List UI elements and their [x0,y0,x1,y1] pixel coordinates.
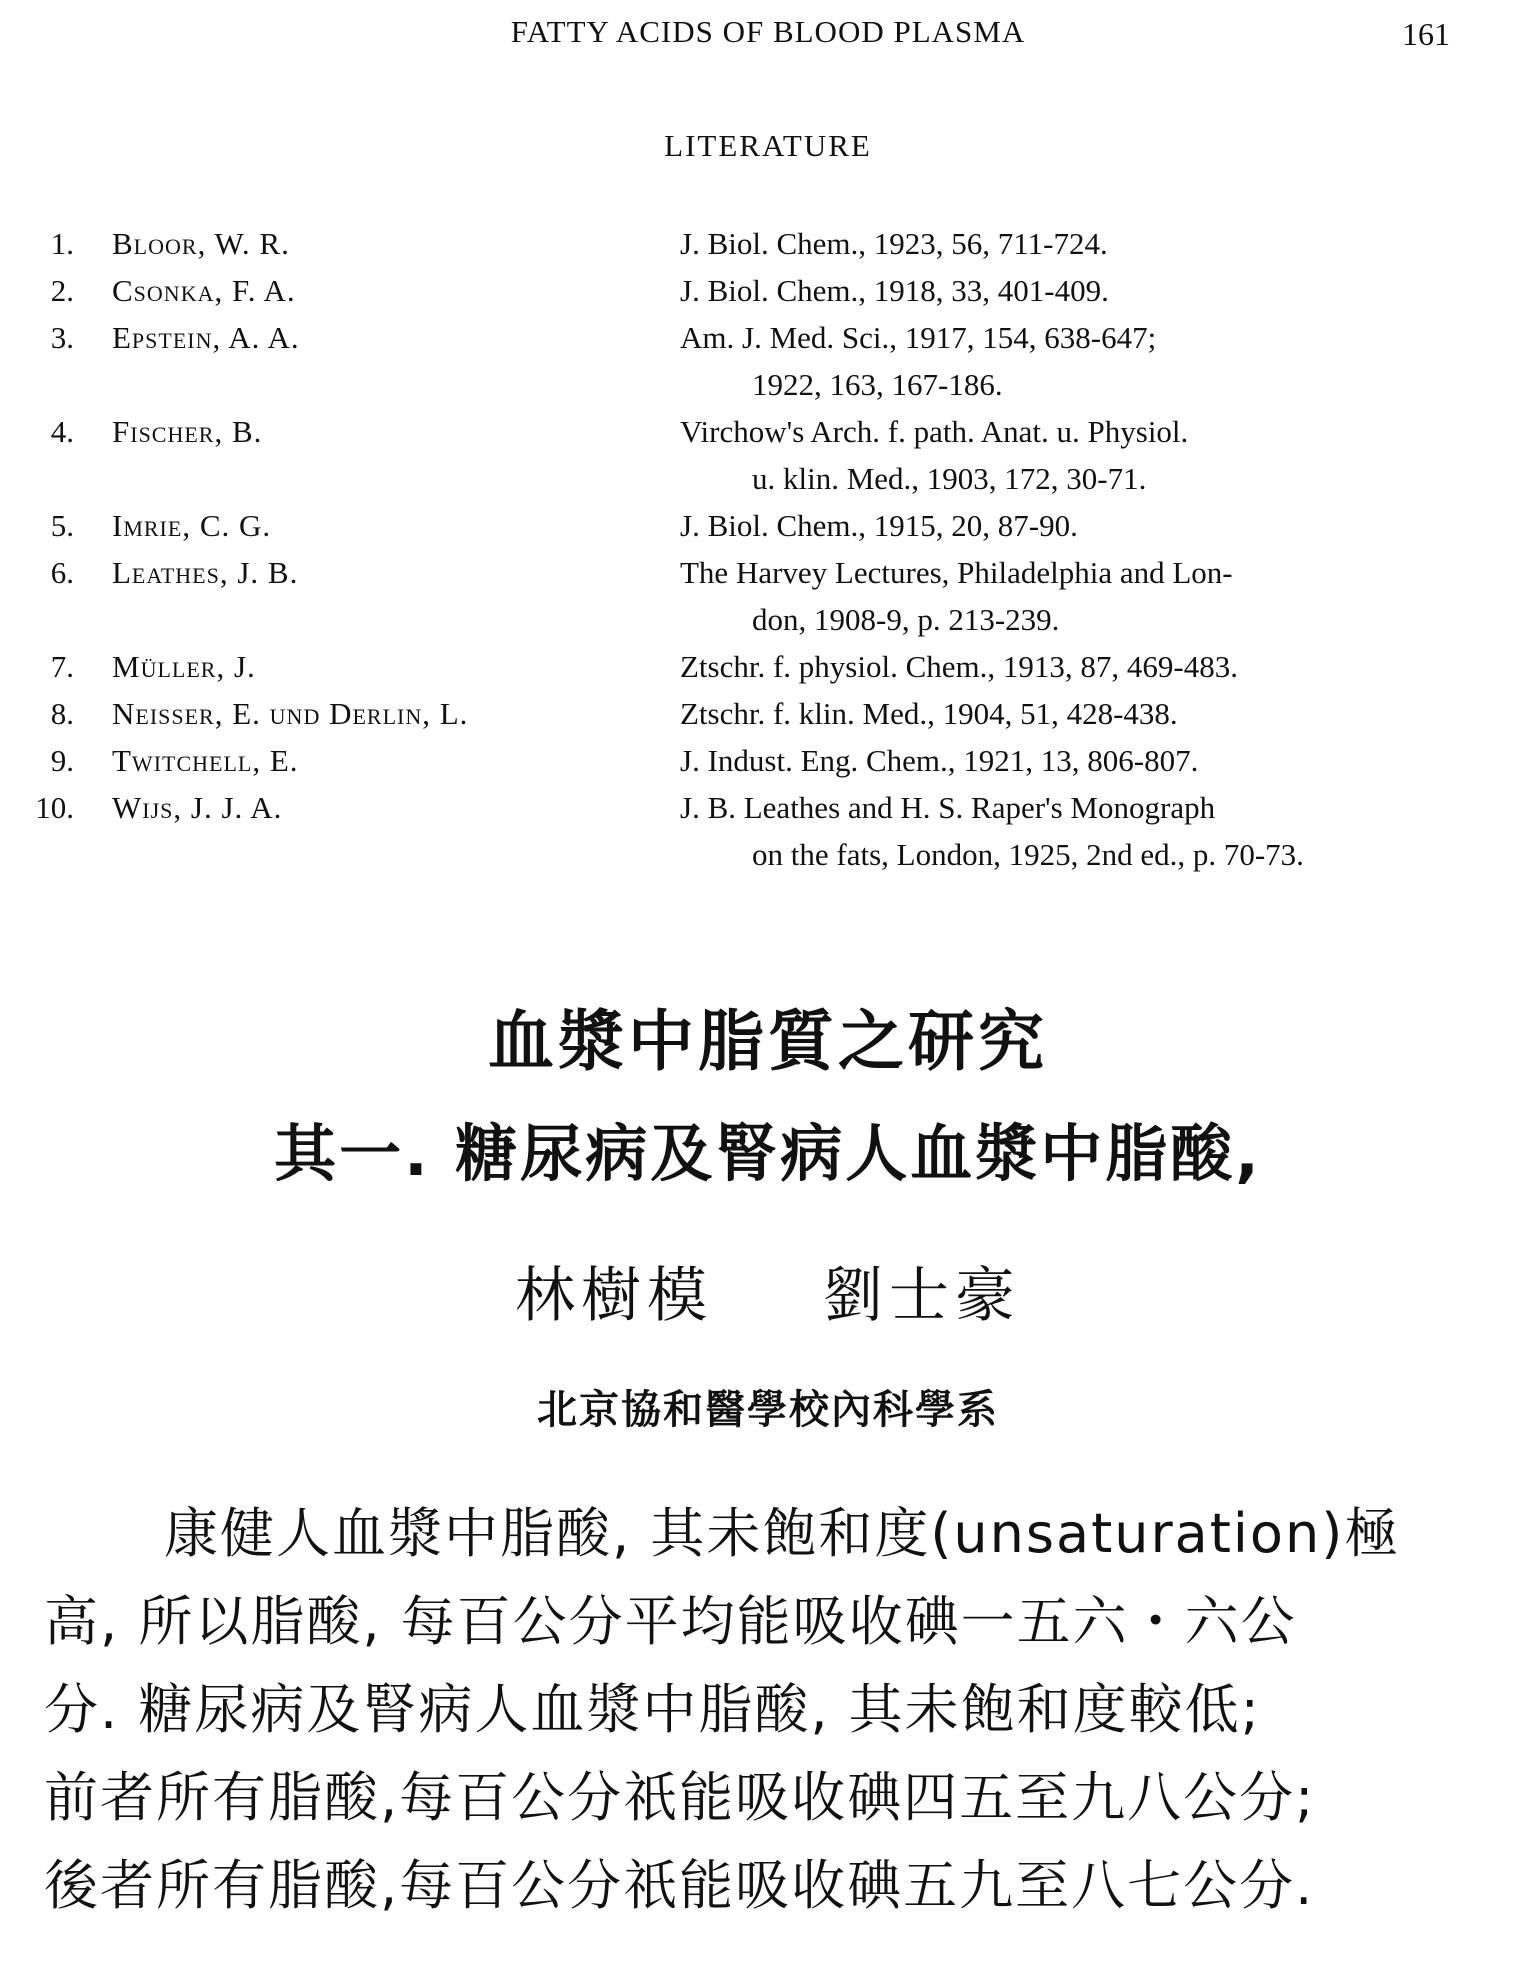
reference-author: Bloor, W. R. [112,226,290,261]
reference-author: Imrie, C. G. [112,508,272,543]
reference-citation [680,549,1450,643]
reference-number: 1. [50,226,74,261]
reference-item [0,314,1536,408]
reference-item [0,643,1536,690]
running-head [0,14,1536,60]
reference-citation [680,643,1450,690]
reference-author: Epstein, A. A. [112,320,300,355]
abstract-line: 前者所有脂酸,每百公分祇能吸收碘四五至九八公分; [44,1766,1316,1829]
reference-item [0,267,1536,314]
chinese-subtitle: 其一. 糖尿病及腎病人血漿中脂酸, [274,1117,1262,1190]
citation-line: Ztschr. f. klin. Med., 1904, 51, 428-438. [680,696,1178,731]
reference-number: 2. [50,273,74,308]
abstract-line: 分. 糖尿病及腎病人血漿中脂酸, 其未飽和度較低; [44,1678,1261,1741]
citation-line: Ztschr. f. physiol. Chem., 1913, 87, 469-483. [680,649,1238,684]
reference-citation [680,220,1450,267]
running-title: FATTY ACIDS OF BLOOD PLASMA [510,14,1026,49]
reference-item [0,220,1536,267]
reference-item [0,549,1536,643]
reference-author: Fischer, B. [112,414,263,449]
reference-author: Neisser, E. und Derlin, L. [112,696,469,731]
author-name: 劉士豪 [823,1261,1021,1331]
reference-number: 9. [50,743,74,778]
citation-line: J. Biol. Chem., 1918, 33, 401-409. [680,273,1109,308]
citation-line-continued: u. klin. Med., 1903, 172, 30-71. [752,461,1147,496]
citation-line-continued: on the fats, London, 1925, 2nd ed., p. 70-73. [752,837,1304,872]
reference-number: 6. [50,555,74,590]
reference-citation [680,690,1450,737]
reference-author: Csonka, F. A. [112,273,296,308]
reference-author: Müller, J. [112,649,256,684]
abstract-line: 高, 所以脂酸, 每百公分平均能吸收碘一五六・六公 [44,1590,1297,1653]
reference-citation [680,737,1450,784]
reference-citation [680,314,1450,408]
citation-line: Am. J. Med. Sci., 1917, 154, 638-647; [680,320,1157,355]
reference-citation [680,502,1450,549]
chinese-affiliation: 北京協和醫學校內科學系 [537,1387,999,1433]
reference-author: Twitchell, E. [112,743,299,778]
reference-citation [680,267,1450,314]
chinese-title: 血漿中脂質之研究 [488,1003,1048,1080]
citation-line-continued: 1922, 163, 167-186. [752,367,1003,402]
reference-list [0,220,1536,878]
chinese-authors [0,1248,1536,1334]
citation-line: Virchow's Arch. f. path. Anat. u. Physiol. [680,414,1189,449]
reference-item [0,784,1536,878]
reference-item [0,408,1536,502]
citation-line: J. Biol. Chem., 1915, 20, 87-90. [680,508,1078,543]
abstract-line: 後者所有脂酸,每百公分祇能吸收碘五九至八七公分. [44,1854,1315,1917]
reference-citation [680,784,1450,878]
reference-citation [680,408,1450,502]
citation-line: J. Indust. Eng. Chem., 1921, 13, 806-807. [680,743,1199,778]
reference-number: 10. [35,790,74,825]
reference-item [0,502,1536,549]
reference-item [0,737,1536,784]
citation-line: J. Biol. Chem., 1923, 56, 711-724. [680,226,1108,261]
reference-number: 8. [50,696,74,731]
reference-number: 3. [50,320,74,355]
reference-number: 7. [50,649,74,684]
literature-heading: LITERATURE [664,128,872,163]
reference-number: 4. [50,414,74,449]
chinese-abstract [44,1490,1484,1930]
citation-line: The Harvey Lectures, Philadelphia and Lon- [680,555,1233,590]
citation-line: J. B. Leathes and H. S. Raper's Monograph [680,790,1216,825]
abstract-line: 康健人血漿中脂酸, 其未飽和度(unsaturation)極 [164,1502,1401,1565]
page-number: 161 [1402,16,1450,52]
reference-number: 5. [50,508,74,543]
reference-item [0,690,1536,737]
reference-author: Leathes, J. B. [112,555,299,590]
reference-author: Wijs, J. J. A. [112,790,283,825]
citation-line-continued: don, 1908-9, p. 213-239. [752,602,1060,637]
author-name: 林樹模 [515,1261,713,1331]
